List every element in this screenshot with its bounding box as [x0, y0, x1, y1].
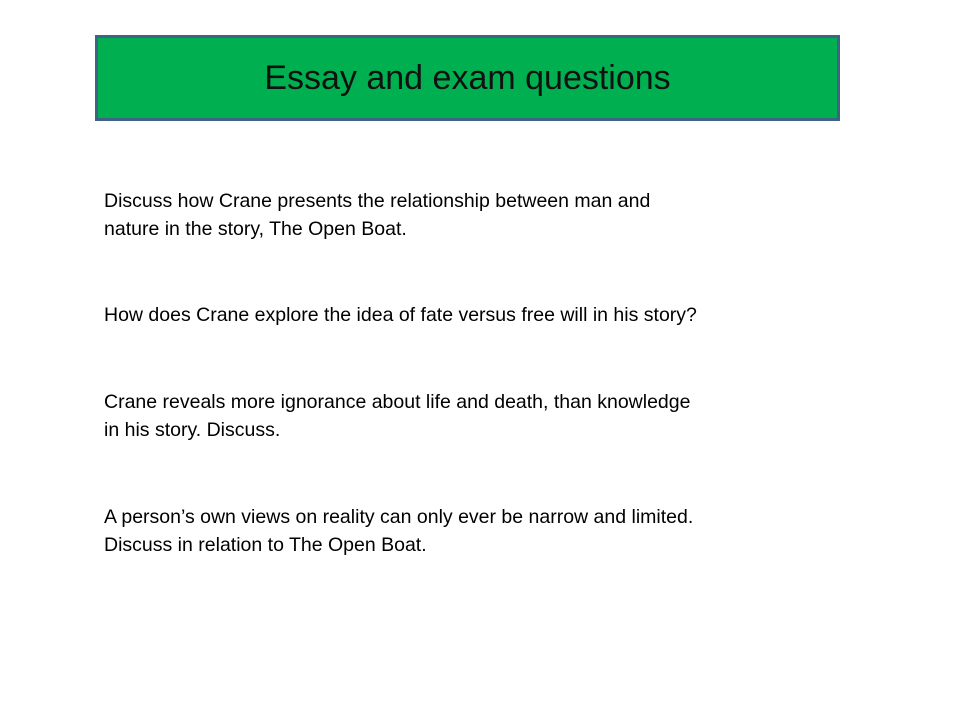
question-1: Discuss how Crane presents the relationship between man and nature in the story, The Open Boat.	[104, 190, 651, 240]
question-2: How does Crane explore the idea of fate versus free will in his story?	[104, 304, 697, 326]
slide-title: Essay and exam questions	[264, 58, 671, 97]
question-3: Crane reveals more ignorance about life and death, than knowledge in his story. Discuss.	[104, 391, 691, 441]
title-banner	[95, 35, 840, 121]
question-4: A person’s own views on reality can only ever be narrow and limited. Discuss in relation to The Open Boat.	[104, 506, 694, 556]
